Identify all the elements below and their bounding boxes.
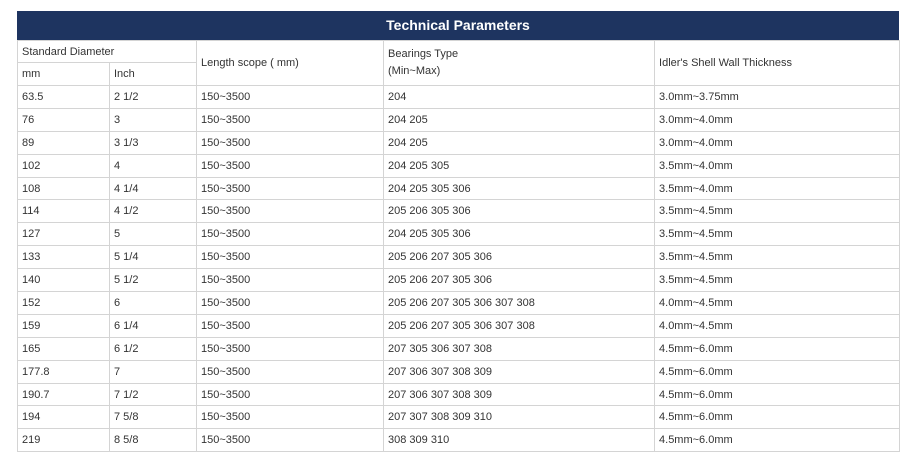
technical-parameters-table-container bbox=[17, 11, 899, 452]
table-row bbox=[18, 246, 900, 269]
cell-mm: 152 bbox=[18, 292, 110, 315]
cell-bearings: 204 bbox=[384, 86, 655, 109]
cell-bearings: 308 309 310 bbox=[384, 429, 655, 452]
cell-thickness: 3.0mm~4.0mm bbox=[655, 131, 900, 154]
header-bearings-type bbox=[384, 41, 655, 86]
table-row bbox=[18, 337, 900, 360]
cell-inch: 4 1/2 bbox=[110, 200, 197, 223]
header-mm: mm bbox=[18, 63, 110, 86]
cell-mm: 190.7 bbox=[18, 383, 110, 406]
cell-mm: 127 bbox=[18, 223, 110, 246]
cell-bearings: 207 306 307 308 309 bbox=[384, 383, 655, 406]
cell-inch: 7 bbox=[110, 360, 197, 383]
cell-mm: 108 bbox=[18, 177, 110, 200]
cell-thickness: 4.5mm~6.0mm bbox=[655, 360, 900, 383]
table-title: Technical Parameters bbox=[17, 11, 899, 40]
table-row bbox=[18, 292, 900, 315]
cell-length: 150~3500 bbox=[197, 406, 384, 429]
table-row bbox=[18, 131, 900, 154]
cell-thickness: 3.0mm~4.0mm bbox=[655, 108, 900, 131]
table-row bbox=[18, 177, 900, 200]
header-bearings-range: (Min~Max) bbox=[388, 65, 441, 77]
cell-mm: 76 bbox=[18, 108, 110, 131]
cell-inch: 6 bbox=[110, 292, 197, 315]
cell-inch: 5 1/4 bbox=[110, 246, 197, 269]
cell-mm: 177.8 bbox=[18, 360, 110, 383]
cell-thickness: 4.5mm~6.0mm bbox=[655, 337, 900, 360]
cell-inch: 2 1/2 bbox=[110, 86, 197, 109]
cell-mm: 89 bbox=[18, 131, 110, 154]
cell-thickness: 3.0mm~3.75mm bbox=[655, 86, 900, 109]
cell-thickness: 4.5mm~6.0mm bbox=[655, 429, 900, 452]
cell-inch: 7 1/2 bbox=[110, 383, 197, 406]
cell-inch: 4 1/4 bbox=[110, 177, 197, 200]
cell-mm: 133 bbox=[18, 246, 110, 269]
cell-length: 150~3500 bbox=[197, 314, 384, 337]
cell-length: 150~3500 bbox=[197, 177, 384, 200]
cell-thickness: 3.5mm~4.5mm bbox=[655, 269, 900, 292]
cell-bearings: 207 307 308 309 310 bbox=[384, 406, 655, 429]
cell-length: 150~3500 bbox=[197, 223, 384, 246]
cell-bearings: 205 206 207 305 306 307 308 bbox=[384, 292, 655, 315]
cell-bearings: 205 206 207 305 306 bbox=[384, 246, 655, 269]
cell-mm: 114 bbox=[18, 200, 110, 223]
table-row bbox=[18, 429, 900, 452]
header-row bbox=[18, 41, 900, 63]
cell-inch: 6 1/4 bbox=[110, 314, 197, 337]
table-body bbox=[18, 41, 900, 452]
cell-thickness: 3.5mm~4.0mm bbox=[655, 154, 900, 177]
cell-bearings: 207 305 306 307 308 bbox=[384, 337, 655, 360]
cell-inch: 7 5/8 bbox=[110, 406, 197, 429]
cell-mm: 194 bbox=[18, 406, 110, 429]
table-row bbox=[18, 360, 900, 383]
cell-bearings: 207 306 307 308 309 bbox=[384, 360, 655, 383]
cell-bearings: 204 205 bbox=[384, 108, 655, 131]
cell-thickness: 3.5mm~4.5mm bbox=[655, 246, 900, 269]
table-row bbox=[18, 269, 900, 292]
cell-bearings: 204 205 305 bbox=[384, 154, 655, 177]
cell-thickness: 4.0mm~4.5mm bbox=[655, 292, 900, 315]
cell-mm: 140 bbox=[18, 269, 110, 292]
cell-length: 150~3500 bbox=[197, 269, 384, 292]
cell-length: 150~3500 bbox=[197, 292, 384, 315]
header-standard-diameter: Standard Diameter bbox=[18, 41, 197, 63]
cell-length: 150~3500 bbox=[197, 108, 384, 131]
cell-length: 150~3500 bbox=[197, 383, 384, 406]
cell-mm: 165 bbox=[18, 337, 110, 360]
cell-inch: 5 bbox=[110, 223, 197, 246]
cell-mm: 63.5 bbox=[18, 86, 110, 109]
cell-thickness: 3.5mm~4.0mm bbox=[655, 177, 900, 200]
table-row bbox=[18, 223, 900, 246]
cell-length: 150~3500 bbox=[197, 200, 384, 223]
cell-mm: 102 bbox=[18, 154, 110, 177]
table-row bbox=[18, 314, 900, 337]
header-inch: Inch bbox=[110, 63, 197, 86]
cell-length: 150~3500 bbox=[197, 246, 384, 269]
table-row bbox=[18, 406, 900, 429]
cell-mm: 219 bbox=[18, 429, 110, 452]
cell-length: 150~3500 bbox=[197, 154, 384, 177]
cell-bearings: 205 206 207 305 306 bbox=[384, 269, 655, 292]
cell-length: 150~3500 bbox=[197, 131, 384, 154]
cell-thickness: 4.5mm~6.0mm bbox=[655, 406, 900, 429]
cell-thickness: 4.5mm~6.0mm bbox=[655, 383, 900, 406]
cell-bearings: 205 206 207 305 306 307 308 bbox=[384, 314, 655, 337]
cell-inch: 6 1/2 bbox=[110, 337, 197, 360]
cell-length: 150~3500 bbox=[197, 86, 384, 109]
cell-inch: 8 5/8 bbox=[110, 429, 197, 452]
cell-thickness: 3.5mm~4.5mm bbox=[655, 200, 900, 223]
cell-thickness: 3.5mm~4.5mm bbox=[655, 223, 900, 246]
cell-inch: 3 1/3 bbox=[110, 131, 197, 154]
cell-bearings: 204 205 305 306 bbox=[384, 223, 655, 246]
cell-mm: 159 bbox=[18, 314, 110, 337]
cell-inch: 3 bbox=[110, 108, 197, 131]
table-row bbox=[18, 200, 900, 223]
cell-length: 150~3500 bbox=[197, 337, 384, 360]
cell-bearings: 205 206 305 306 bbox=[384, 200, 655, 223]
header-wall-thickness: Idler's Shell Wall Thickness bbox=[655, 41, 900, 86]
table-row bbox=[18, 154, 900, 177]
table-row bbox=[18, 86, 900, 109]
cell-thickness: 4.0mm~4.5mm bbox=[655, 314, 900, 337]
header-bearings-type-label: Bearings Type bbox=[388, 48, 459, 60]
table-row bbox=[18, 108, 900, 131]
cell-length: 150~3500 bbox=[197, 360, 384, 383]
table-row bbox=[18, 383, 900, 406]
cell-inch: 4 bbox=[110, 154, 197, 177]
cell-bearings: 204 205 bbox=[384, 131, 655, 154]
cell-bearings: 204 205 305 306 bbox=[384, 177, 655, 200]
header-length-scope: Length scope ( mm) bbox=[197, 41, 384, 86]
parameters-table bbox=[17, 40, 900, 452]
cell-inch: 5 1/2 bbox=[110, 269, 197, 292]
cell-length: 150~3500 bbox=[197, 429, 384, 452]
